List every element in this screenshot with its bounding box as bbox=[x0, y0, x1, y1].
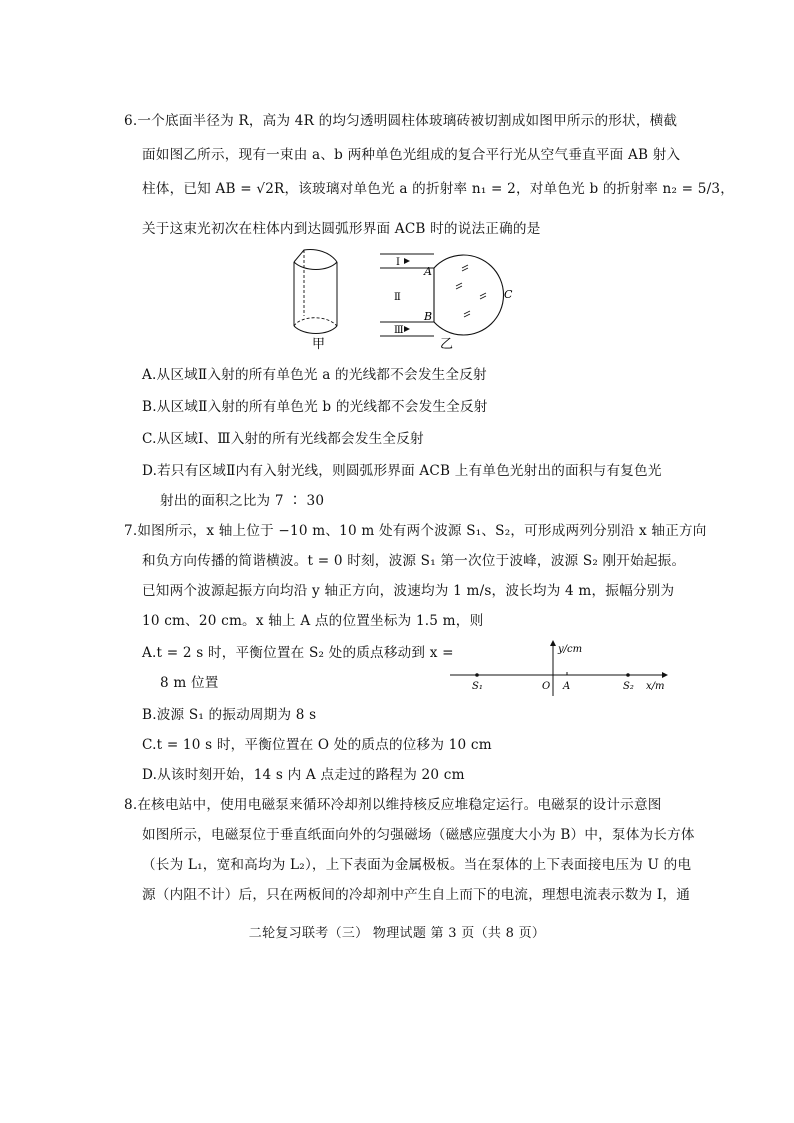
point-a-axis-label: A bbox=[563, 681, 571, 692]
s2-label: S₂ bbox=[623, 681, 634, 692]
q8-line-4: 源（内阻不计）后，只在两板间的冷却剂中产生自上而下的电流，理想电流表示数为 I，通 bbox=[142, 887, 691, 903]
figure-yi-caption: 乙 bbox=[440, 337, 454, 352]
q7-line-3: 已知两个波源起振方向均沿 y 轴正方向，波速均为 1 m/s，波长均为 4 m，振幅分别为 bbox=[142, 583, 675, 599]
q6-option-c: C.从区域Ⅰ、Ⅲ入射的所有光线都会发生全反射 bbox=[142, 431, 424, 447]
q7-option-c: C.t = 10 s 时，平衡位置在 O 处的质点的位移为 10 cm bbox=[142, 737, 492, 753]
region-1-label: Ⅰ bbox=[396, 257, 400, 268]
figure-jia bbox=[282, 248, 352, 352]
point-a-label: A bbox=[424, 265, 432, 278]
q8-line-3: （长为 L₁，宽和高均为 L₂），上下表面为金属极板。当在泵体的上下表面接电压为 U 的电 bbox=[142, 857, 692, 873]
q7-line-1: 7.如图所示，x 轴上位于 −10 m、10 m 处有两个波源 S₁、S₂，可形成两列分别沿 x 轴正方向 bbox=[124, 523, 707, 539]
figure-yi bbox=[376, 248, 526, 352]
q7-option-a-line-2: 8 m 位置 bbox=[160, 675, 219, 691]
region-3-label: Ⅲ bbox=[394, 325, 404, 336]
point-c-label: C bbox=[504, 288, 513, 301]
q7-line-2: 和负方向传播的简谐横波。t = 0 时刻，波源 S₁ 第一次位于波峰，波源 S₂ 刚开始起振。 bbox=[142, 553, 686, 569]
q8-line-2: 如图所示，电磁泵位于垂直纸面向外的匀强磁场（磁感应强度大小为 B）中，泵体为长方体 bbox=[142, 827, 695, 843]
figure-wave-axis bbox=[450, 640, 672, 696]
q7-option-b: B.波源 S₁ 的振动周期为 8 s bbox=[142, 707, 317, 723]
y-axis-label: y/cm bbox=[558, 644, 583, 655]
point-b-label: B bbox=[424, 310, 433, 323]
region-2-label: Ⅱ bbox=[394, 292, 401, 303]
figure-jia-caption: 甲 bbox=[312, 337, 326, 352]
q6-line-1: 6.一个底面半径为 R，高为 4R 的均匀透明圆柱体玻璃砖被切割成如图甲所示的形状，横截 bbox=[124, 113, 678, 129]
s1-label: S₁ bbox=[472, 681, 483, 692]
page-footer: 二轮复习联考（三） 物理试题 第 3 页（共 8 页） bbox=[248, 926, 546, 941]
q7-option-d: D.从该时刻开始，14 s 内 A 点走过的路程为 20 cm bbox=[142, 767, 465, 783]
q6-line-3: 柱体，已知 AB = √2R，该玻璃对单色光 a 的折射率 n₁ = 2，对单色光 b 的折射率 n₂ = 5/3， bbox=[142, 181, 735, 197]
origin-label: O bbox=[542, 681, 551, 692]
q6-line-2: 面如图乙所示，现有一束由 a、b 两种单色光组成的复合平行光从空气垂直平面 AB 射入 bbox=[142, 147, 681, 163]
q7-option-a-line-1: A.t = 2 s 时，平衡位置在 S₂ 处的质点移动到 x = bbox=[142, 645, 454, 661]
q6-option-b: B.从区域Ⅱ入射的所有单色光 b 的光线都不会发生全反射 bbox=[142, 399, 488, 415]
q6-option-a: A.从区域Ⅱ入射的所有单色光 a 的光线都不会发生全反射 bbox=[142, 367, 487, 383]
q6-option-d-line-1: D.若只有区域Ⅱ内有入射光线，则圆弧形界面 ACB 上有单色光射出的面积与有复色光 bbox=[142, 463, 662, 479]
q6-line-4: 关于这束光初次在柱体内到达圆弧形界面 ACB 时的说法正确的是 bbox=[142, 221, 541, 237]
q6-option-d-line-2: 射出的面积之比为 7 ∶ 30 bbox=[160, 493, 325, 509]
x-axis-label: x/m bbox=[646, 681, 665, 692]
q7-line-4: 10 cm、20 cm。x 轴上 A 点的位置坐标为 1.5 m，则 bbox=[142, 613, 484, 629]
q8-line-1: 8.在核电站中，使用电磁泵来循环冷却剂以维持核反应堆稳定运行。电磁泵的设计示意图 bbox=[124, 797, 662, 813]
